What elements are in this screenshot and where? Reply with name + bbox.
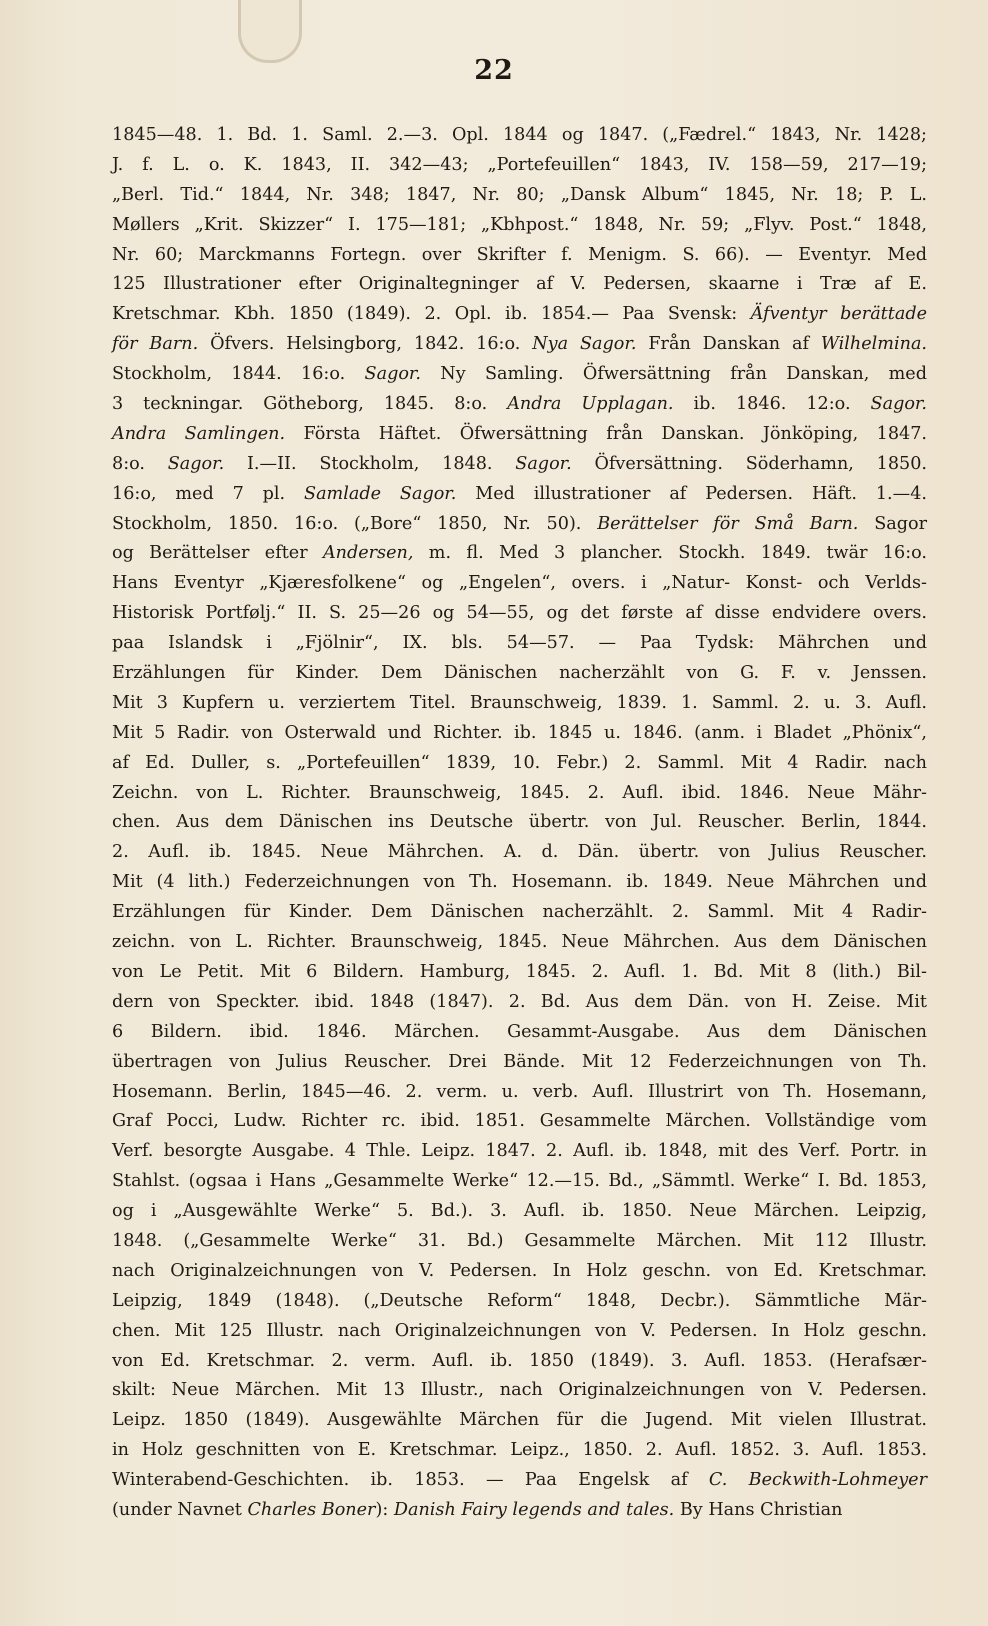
text-line bbox=[112, 1496, 927, 1526]
italic-title: C. Beckwith-Lohmeyer bbox=[708, 1470, 927, 1491]
text-run: Mit 3 Kupfern u. verziertem Titel. Braunschweig, 1839. 1. Samml. 2. u. 3. Aufl. bbox=[112, 692, 927, 713]
text-run: Winterabend-Geschichten. ib. 1853. — Paa Engelsk af bbox=[112, 1470, 709, 1491]
text-run: Sagor bbox=[858, 513, 927, 534]
text-run: skilt: Neue Märchen. Mit 13 Illustr., nach Originalzeichnungen von V. Pedersen. bbox=[112, 1380, 927, 1401]
italic-title: Äfventyr berättade bbox=[750, 304, 927, 325]
text-line bbox=[112, 928, 927, 958]
italic-title: Andersen, bbox=[322, 543, 414, 564]
text-line bbox=[112, 270, 927, 300]
text-run: von Ed. Kretschmar. 2. verm. Aufl. ib. 1850 (1849). 3. Aufl. 1853. (Herafsær- bbox=[112, 1350, 927, 1371]
text-line bbox=[112, 599, 927, 629]
text-line bbox=[112, 480, 927, 510]
italic-title: Charles Boner bbox=[247, 1499, 376, 1520]
text-line bbox=[112, 749, 927, 779]
text-run: Första Häftet. Öfwersättning från Danskan. Jönköping, 1847. bbox=[285, 423, 927, 444]
text-line bbox=[112, 659, 927, 689]
italic-title: Andra Samlingen. bbox=[112, 423, 286, 444]
text-line bbox=[112, 539, 927, 569]
text-line bbox=[112, 121, 927, 151]
text-run: Verf. besorgte Ausgabe. 4 Thle. Leipz. 1847. 2. Aufl. ib. 1848, mit des Verf. Portr. in bbox=[112, 1141, 927, 1162]
text-run: Leipz. 1850 (1849). Ausgewählte Märchen für die Jugend. Mit vielen Illustrat. bbox=[112, 1410, 927, 1431]
italic-title: Sagor. bbox=[167, 453, 225, 474]
text-line bbox=[112, 360, 927, 390]
text-line bbox=[112, 838, 927, 868]
text-run: in Holz geschnitten von E. Kretschmar. Leipz., 1850. 2. Aufl. 1852. 3. Aufl. 1853. bbox=[112, 1440, 927, 1461]
text-run: 1845—48. 1. Bd. 1. Saml. 2.—3. Opl. 1844 og 1847. („Fædrel.“ 1843, Nr. 1428; bbox=[112, 125, 927, 145]
text-run: 125 Illustrationer efter Originaltegninger af V. Pedersen, skaarne i Træ af E. bbox=[112, 274, 927, 295]
text-run: „Berl. Tid.“ 1844, Nr. 348; 1847, Nr. 80; „Dansk Album“ 1845, Nr. 18; P. L. bbox=[112, 184, 927, 205]
text-line bbox=[112, 450, 927, 480]
text-run: Med illustrationer af Pedersen. Häft. 1.—4. bbox=[456, 483, 928, 504]
text-line bbox=[112, 1197, 927, 1227]
text-line bbox=[112, 390, 927, 420]
text-run: I.—II. Stockholm, 1848. bbox=[224, 453, 516, 474]
punch-hole bbox=[238, 0, 302, 63]
text-line bbox=[112, 1406, 927, 1436]
italic-title: Danish Fairy legends and tales. bbox=[393, 1499, 675, 1520]
text-line bbox=[112, 1227, 927, 1257]
text-line bbox=[112, 211, 927, 241]
text-line bbox=[112, 1167, 927, 1197]
text-line bbox=[112, 181, 927, 211]
text-line bbox=[112, 241, 927, 271]
text-run: Kretschmar. Kbh. 1850 (1849). 2. Opl. ib. 1854.— Paa Svensk: bbox=[112, 304, 751, 325]
text-run: chen. Aus dem Dänischen ins Deutsche übertr. von Jul. Reuscher. Berlin, 1844. bbox=[112, 812, 927, 833]
text-run: By Hans Christian bbox=[674, 1499, 843, 1520]
text-line bbox=[112, 1078, 927, 1108]
text-run: Graf Pocci, Ludw. Richter rc. ibid. 1851. Gesammelte Märchen. Vollständige vom bbox=[112, 1111, 927, 1132]
text-run: Hosemann. Berlin, 1845—46. 2. verm. u. verb. Aufl. Illustrirt von Th. Hosemann, bbox=[112, 1081, 927, 1102]
text-line bbox=[112, 808, 927, 838]
text-run: ib. 1846. 12:o. bbox=[673, 394, 871, 415]
italic-title: Sagor. bbox=[515, 453, 572, 474]
text-run: Nr. 60; Marckmanns Fortegn. over Skrifter f. Menigm. S. 66). — Eventyr. Med bbox=[112, 244, 927, 265]
text-line bbox=[112, 300, 927, 330]
text-line bbox=[112, 569, 927, 599]
text-line bbox=[112, 1257, 927, 1287]
italic-title: Wilhelmina. bbox=[820, 334, 928, 355]
text-line bbox=[112, 868, 927, 898]
text-line bbox=[112, 779, 927, 809]
text-run: Öfvers. Helsingborg, 1842. 16:o. bbox=[198, 334, 533, 355]
text-run: Stockholm, 1844. 16:o. bbox=[112, 364, 365, 385]
text-run: 8:o. bbox=[112, 453, 168, 474]
text-run: 2. Aufl. ib. 1845. Neue Mährchen. A. d. Dän. übertr. von Julius Reuscher. bbox=[112, 842, 927, 863]
italic-title: Samlade Sagor. bbox=[304, 483, 457, 504]
italic-title: Sagor. bbox=[870, 394, 927, 415]
text-line bbox=[112, 330, 927, 360]
text-run: af Ed. Duller, s. „Portefeuillen“ 1839, 10. Febr.) 2. Samml. Mit 4 Radir. nach bbox=[112, 752, 927, 773]
text-run: Stahlst. (ogsaa i Hans „Gesammelte Werke“ 12.—15. Bd., „Sämmtl. Werke“ I. Bd. 1853, bbox=[112, 1171, 927, 1192]
text-run: 1848. („Gesammelte Werke“ 31. Bd.) Gesammelte Märchen. Mit 112 Illustr. bbox=[112, 1230, 927, 1251]
text-line bbox=[112, 1137, 927, 1167]
text-run: Zeichn. von L. Richter. Braunschweig, 1845. 2. Aufl. ibid. 1846. Neue Mähr- bbox=[112, 782, 927, 803]
text-line bbox=[112, 1347, 927, 1377]
italic-title: Sagor. bbox=[364, 364, 421, 385]
text-line bbox=[112, 1018, 927, 1048]
text-run: Historisk Portfølj.“ II. S. 25—26 og 54—55, og det første af disse endvidere overs. bbox=[112, 603, 927, 624]
page-number: 22 bbox=[474, 55, 514, 86]
italic-title: Andra Upplagan. bbox=[507, 394, 674, 415]
text-run: Erzählungen für Kinder. Dem Dänischen nacherzählt. 2. Samml. Mit 4 Radir- bbox=[112, 902, 927, 923]
text-run: Mit (4 lith.) Federzeichnungen von Th. Hosemann. ib. 1849. Neue Mährchen und bbox=[112, 872, 927, 893]
text-run: og Berättelser efter bbox=[112, 543, 323, 564]
text-line bbox=[112, 1466, 927, 1496]
text-line bbox=[112, 1317, 927, 1347]
text-run: Leipzig, 1849 (1848). („Deutsche Reform“ 1848, Decbr.). Sämmtliche Mär- bbox=[112, 1290, 927, 1311]
text-run: 16:o, med 7 pl. bbox=[112, 483, 305, 504]
text-line bbox=[112, 629, 927, 659]
text-run: Mit 5 Radir. von Osterwald und Richter. ib. 1845 u. 1846. (anm. i Bladet „Phönix“, bbox=[112, 722, 927, 743]
text-run: m. fl. Med 3 plancher. Stockh. 1849. twär 16:o. bbox=[413, 543, 927, 564]
text-line bbox=[112, 689, 927, 719]
text-run: zeichn. von L. Richter. Braunschweig, 1845. Neue Mährchen. Aus dem Dänischen bbox=[112, 932, 927, 953]
text-run: Erzählungen für Kinder. Dem Dänischen nacherzählt von G. F. v. Jenssen. bbox=[112, 663, 927, 684]
text-line bbox=[112, 988, 927, 1018]
text-run: 6 Bildern. ibid. 1846. Märchen. Gesammt-Ausgabe. Aus dem Dänischen bbox=[112, 1021, 927, 1042]
text-line bbox=[112, 719, 927, 749]
text-line bbox=[112, 958, 927, 988]
text-line bbox=[112, 898, 927, 928]
text-line bbox=[112, 1287, 927, 1317]
text-run: og i „Ausgewählte Werke“ 5. Bd.). 3. Aufl. ib. 1850. Neue Märchen. Leipzig, bbox=[112, 1201, 927, 1222]
text-run: (under Navnet bbox=[112, 1499, 248, 1520]
text-run: nach Originalzeichnungen von V. Pedersen. In Holz geschn. von Ed. Kretschmar. bbox=[112, 1260, 927, 1281]
text-run: Från Danskan af bbox=[636, 334, 821, 355]
text-line bbox=[112, 420, 927, 450]
body-text bbox=[112, 121, 927, 1526]
text-line bbox=[112, 510, 927, 540]
italic-title: Nya Sagor. bbox=[532, 334, 637, 355]
italic-title: Berättelser för Små Barn. bbox=[597, 513, 859, 534]
text-run: Ny Samling. Öfwersättning från Danskan, med bbox=[421, 364, 927, 385]
text-run: chen. Mit 125 Illustr. nach Originalzeichnungen von V. Pedersen. In Holz geschn. bbox=[112, 1320, 927, 1341]
text-run: paa Islandsk i „Fjölnir“, IX. bls. 54—57. — Paa Tydsk: Mährchen und bbox=[112, 633, 927, 654]
text-line bbox=[112, 1048, 927, 1078]
text-line bbox=[112, 1376, 927, 1406]
text-line bbox=[112, 1107, 927, 1137]
italic-title: för Barn. bbox=[112, 334, 199, 355]
text-run: übertragen von Julius Reuscher. Drei Bände. Mit 12 Federzeichnungen von Th. bbox=[112, 1051, 927, 1072]
text-run: von Le Petit. Mit 6 Bildern. Hamburg, 1845. 2. Aufl. 1. Bd. Mit 8 (lith.) Bil- bbox=[112, 961, 927, 982]
text-run: Møllers „Krit. Skizzer“ I. 175—181; „Kbhpost.“ 1848, Nr. 59; „Flyv. Post.“ 1848, bbox=[112, 214, 927, 235]
text-run: 3 teckningar. Götheborg, 1845. 8:o. bbox=[112, 394, 508, 415]
text-run: dern von Speckter. ibid. 1848 (1847). 2. Bd. Aus dem Dän. von H. Zeise. Mit bbox=[112, 991, 927, 1012]
text-line bbox=[112, 1436, 927, 1466]
text-run: J. f. L. o. K. 1843, II. 342—43; „Portefeuillen“ 1843, IV. 158—59, 217—19; bbox=[112, 154, 927, 175]
text-run: Hans Eventyr „Kjæresfolkene“ og „Engelen“, overs. i „Natur- Konst- och Verlds- bbox=[112, 573, 927, 594]
text-line bbox=[112, 151, 927, 181]
text-run: Stockholm, 1850. 16:o. („Bore“ 1850, Nr. 50). bbox=[112, 513, 598, 534]
text-run: ): bbox=[375, 1499, 394, 1520]
text-run: Öfversättning. Söderhamn, 1850. bbox=[571, 453, 927, 474]
